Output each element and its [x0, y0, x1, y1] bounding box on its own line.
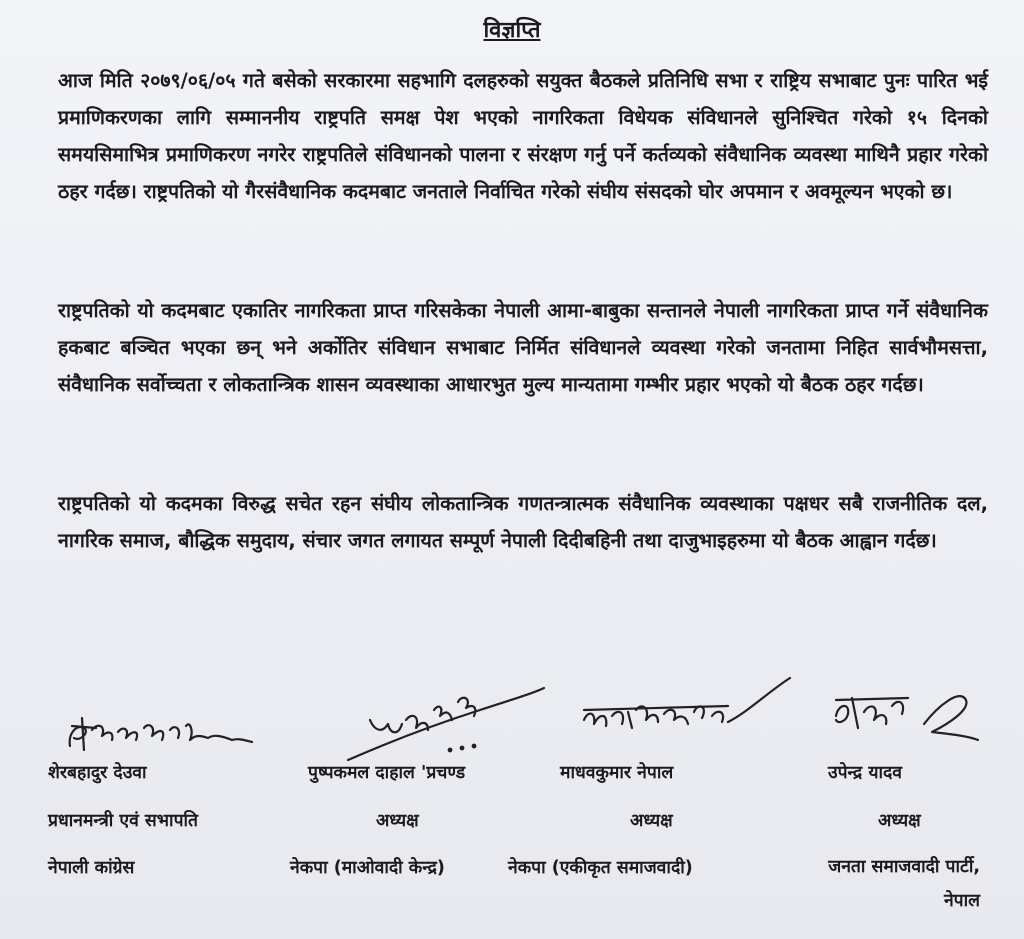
signatory-role: अध्यक्ष: [878, 810, 921, 831]
signatory-party: नेपाली कांग्रेस: [48, 858, 135, 878]
signatory-role: अध्यक्ष: [630, 810, 673, 831]
paragraph-2: राष्ट्रपतिको यो कदमबाट एकातिर नागरिकता प्राप्त गरिसकेका नेपाली आमा-बाबुका सन्तानले नेपाली नागरिकता प्राप्त गर्ने संवैधानिक हकबाट बञ्चित भएका छन् भने अर्कोतिर संविधान सभाबाट निर्मित संविधानले व्यवस्था गरेको जनतामा निहित सार्वभौमसत्ता, संवैधानिक सर्वोच्चता र लोकतान्त्रिक शासन व्यवस्थाका आधारभुत मुल्य मान्यतामा गम्भीर प्रहार भएको यो बैठक ठहर गर्दछ।: [58, 299, 988, 396]
signature-prachanda: [340, 680, 550, 768]
signatory-party: नेकपा (माओवादी केन्द्र): [290, 858, 445, 878]
signature-deuba: [62, 706, 262, 758]
signatory-party: जनता समाजवादी पार्टी, नेपाल: [828, 857, 980, 911]
signatory-party: नेकपा (एकीकृत समाजवादी): [508, 858, 693, 878]
signatory-name: उपेन्द्र यादव: [828, 763, 903, 783]
signatory-name: पुष्पकमल दाहाल 'प्रचण्ड: [308, 763, 466, 783]
signatory-upendra-yadav: [790, 765, 980, 918]
signatory-name: शेरबहादुर देउवा: [48, 763, 147, 783]
document-title: विज्ञप्ति: [483, 18, 541, 43]
signatory-madhav-nepal: [508, 763, 693, 878]
signature-upendra-yadav: [828, 676, 988, 752]
paragraph-3: राष्ट्रपतिको यो कदमका विरुद्ध सचेत रहन संघीय लोकतान्त्रिक गणतन्त्रात्मक संवैधानिक व्यवस्थाका पक्षधर सबै राजनीतिक दल, नागरिक समाज, बौद्धिक समुदाय, संचार जगत लगायत सम्पूर्ण नेपाली दिदीबहिनी तथा दाजुभाइहरुमा यो बैठक आह्वान गर्दछ।: [58, 492, 988, 552]
signature-madhav-nepal: [578, 672, 798, 752]
signatory-role: अध्यक्ष: [376, 810, 419, 831]
paragraph-1: आज मिति २०७९/०६/०५ गते बसेको सरकारमा सहभागि दलहरुको सयुक्त बैठकले प्रतिनिधि सभा र राष्ट्रिय सभाबाट पुनः पारित भई प्रमाणिकरणका लागि सम्माननीय राष्ट्रपति समक्ष पेश भएको नागरिकता विधेयक संविधानले सुनिश्चित गरेको १५ दिनको समयसिमाभित्र प्रमाणिकरण नगरेर राष्ट्रपतिले संविधानको पालना र संरक्षण गर्नु पर्ने कर्तव्यको संवैधानिक व्यवस्था माथिनै प्रहार गरेको ठहर गर्दछ। राष्ट्रपतिको यो गैरसंवैधानिक कदमबाट जनताले निर्वाचित गरेको संघीय संसदको घोर अपमान र अवमूल्यन भएको छ।: [58, 69, 988, 203]
signatory-role: प्रधानमन्त्री एवं सभापति: [48, 810, 199, 831]
signatory-name: माधवकुमार नेपाल: [560, 763, 674, 783]
signatory-deuba: [48, 765, 198, 878]
signatory-prachanda: [290, 763, 466, 878]
